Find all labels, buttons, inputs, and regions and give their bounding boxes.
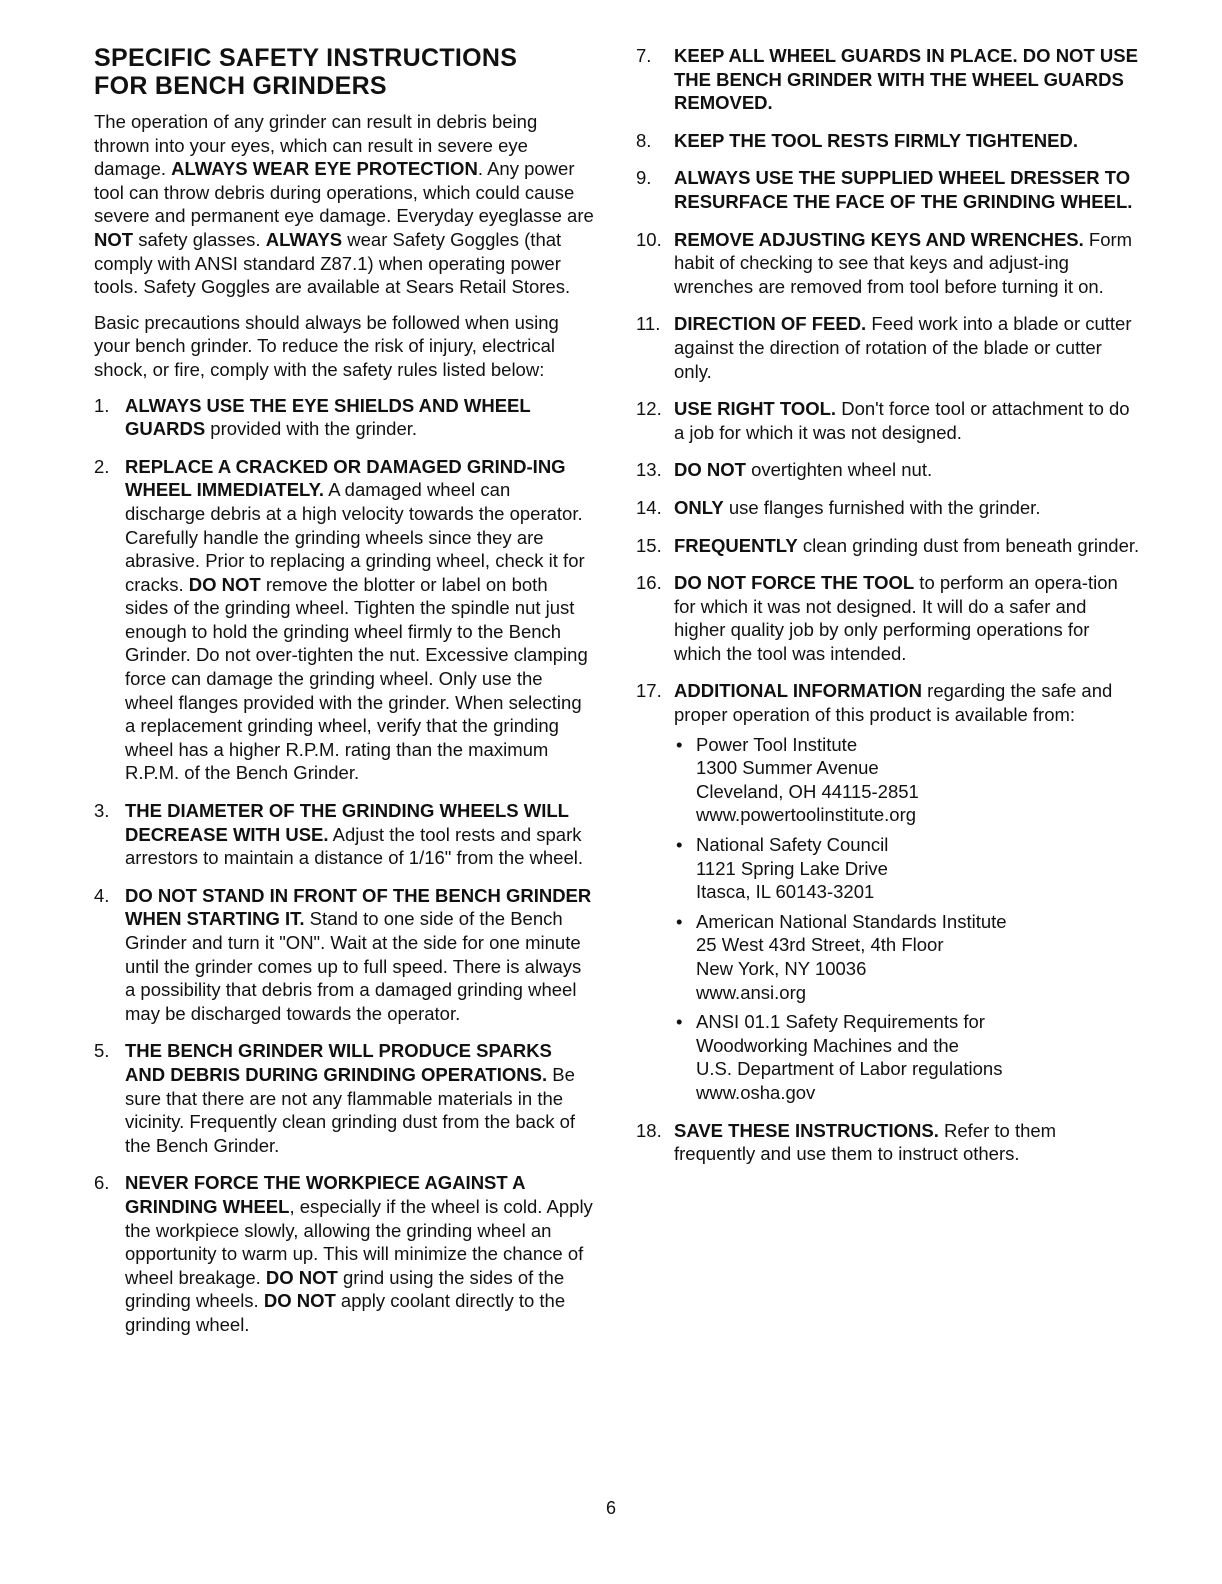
instruction-item: 15. FREQUENTLY clean grinding dust from beneath grinder. [636,534,1140,556]
instruction-item: 4. DO NOT STAND IN FRONT OF THE BENCH GRINDER WHEN STARTING IT. Stand to one side of the Bench Grinder and turn it "ON". Wait at the side for one minute until the grinder comes up to full speed. There is always a possibility that debris from a damaged grinding wheel may be discharged towards the operator. [94,884,592,1024]
instruction-item: 1. ALWAYS USE THE EYE SHIELDS AND WHEEL GUARDS provided with the grinder. [94,394,531,440]
contact-website: www.osha.gov [696,1081,816,1103]
page-number: 6 [605,1498,616,1518]
instruction-item: 17. ADDITIONAL INFORMATION regarding the safe and proper operation of this product is available from: • Power Tool Institute 1300 Summer Avenue Cleveland, OH 44115-2851 www.powertoolinstitute.org • National Safety Council 1121 Spring Lake Drive Itasca, IL 60143-3201 • American National Standards Institute 25 West 43rd Street, 4th Floor New York, NY 10036 www.ansi.org • ANSI 01.1 Safety Requirements for Woodworking Machines and the U.S. Department of Labor regulations www.osha.gov [636,679,1140,1104]
instruction-list-right [636,44,1140,1166]
right-column [636,44,1140,1180]
instruction-item: 16. DO NOT FORCE THE TOOL to perform an opera-tion for which it was not designed. It will do a safer and higher quality job by only performing operations for which the tool was intended. [636,572,1118,664]
instruction-item: 12. USE RIGHT TOOL. Don't force tool or attachment to do a job for which it was not designed. [636,398,1130,443]
page-title [94,44,594,100]
contact-entry: • National Safety Council 1121 Spring Lake Drive Itasca, IL 60143-3201 [674,833,1140,904]
contact-entry: • Power Tool Institute 1300 Summer Avenue Cleveland, OH 44115-2851 www.powertoolinstitute.org [674,733,1140,827]
left-column [94,44,594,1351]
contact-entry: • American National Standards Institute 25 West 43rd Street, 4th Floor New York, NY 10036 www.ansi.org [674,910,1140,1004]
title-line-2: FOR BENCH GRINDERS [94,72,387,100]
intro-paragraph-2: Basic precautions should always be followed when using your bench grinder. To reduce the risk of injury, electrical shock, or fire, comply with the safety rules listed below: [94,311,559,380]
title-line-1: SPECIFIC SAFETY INSTRUCTIONS [94,44,518,72]
instruction-item: 11. DIRECTION OF FEED. Feed work into a blade or cutter against the direction of rotation of the blade or cutter only. [636,313,1132,382]
instruction-list-left [94,394,594,1337]
instruction-item: 8. KEEP THE TOOL RESTS FIRMLY TIGHTENED. [636,129,1078,151]
instruction-item: 18. SAVE THESE INSTRUCTIONS. Refer to them frequently and use them to instruct others. [636,1119,1057,1165]
instruction-item: 2. REPLACE A CRACKED OR DAMAGED GRIND-ING WHEEL IMMEDIATELY. A damaged wheel can discharge debris at a high velocity towards the operator. Carefully handle the grinding wheels since they are abrasive. Prior to replacing a grinding wheel, check it for cracks. DO NOT remove the blotter or label on both sides of the grinding wheel. Tighten the spindle nut just enough to hold the grinding wheel firmly to the Bench Grinder. Do not over-tighten the nut. Excessive clamping force can damage the grinding wheel. Only use the wheel flanges provided with the grinder. When selecting a replacement grinding wheel, verify that the grinding wheel has a higher R.P.M. rating than the maximum R.P.M. of the Bench Grinder. [94,455,588,784]
contact-entry: • ANSI 01.1 Safety Requirements for Woodworking Machines and the U.S. Department of Labor regulations www.osha.gov [674,1010,1140,1104]
instruction-item: 7. KEEP ALL WHEEL GUARDS IN PLACE. DO NOT USE THE BENCH GRINDER WITH THE WHEEL GUARDS REMOVED. [636,45,1138,114]
instruction-item: 14. ONLY use flanges furnished with the grinder. [636,496,1041,518]
contact-website: www.ansi.org [696,981,807,1003]
instruction-item: 13. DO NOT overtighten wheel nut. [636,459,933,481]
contact-website: www.powertoolinstitute.org [696,804,917,826]
contact-list [674,733,1140,1105]
instruction-item: 6. NEVER FORCE THE WORKPIECE AGAINST A GRINDING WHEEL, especially if the wheel is cold. Apply the workpiece slowly, allowing the grinding wheel an opportunity to warm up. This will minimize the chance of wheel breakage. DO NOT grind using the sides of the grinding wheels. DO NOT apply coolant directly to the grinding wheel. [94,1172,593,1335]
instruction-item: 9. ALWAYS USE THE SUPPLIED WHEEL DRESSER TO RESURFACE THE FACE OF THE GRINDING WHEEL. [636,167,1133,212]
instruction-item: 5. THE BENCH GRINDER WILL PRODUCE SPARKS AND DEBRIS DURING GRINDING OPERATIONS. Be sure that there are not any flammable materials in the vicinity. Frequently clean grinding dust from the back of the Bench Grinder. [94,1040,576,1156]
instruction-item: 3. THE DIAMETER OF THE GRINDING WHEELS WILL DECREASE WITH USE. Adjust the tool rests and spark arrestors to maintain a distance of 1/16" from the wheel. [94,800,583,869]
intro-paragraph-1: The operation of any grinder can result in debris being thrown into your eyes, which can result in severe eye damage. ALWAYS WEAR EYE PROTECTION. Any power tool can throw debris during operations, which could cause severe and permanent eye damage. Everyday eyeglasse are NOT safety glasses. ALWAYS wear Safety Goggles (that comply with ANSI standard Z87.1) when operating power tools. Safety Goggles are available at Sears Retail Stores. [94,111,594,298]
instruction-item: 10. REMOVE ADJUSTING KEYS AND WRENCHES. Form habit of checking to see that keys and adjust-ing wrenches are removed from tool before turning it on. [636,228,1133,297]
